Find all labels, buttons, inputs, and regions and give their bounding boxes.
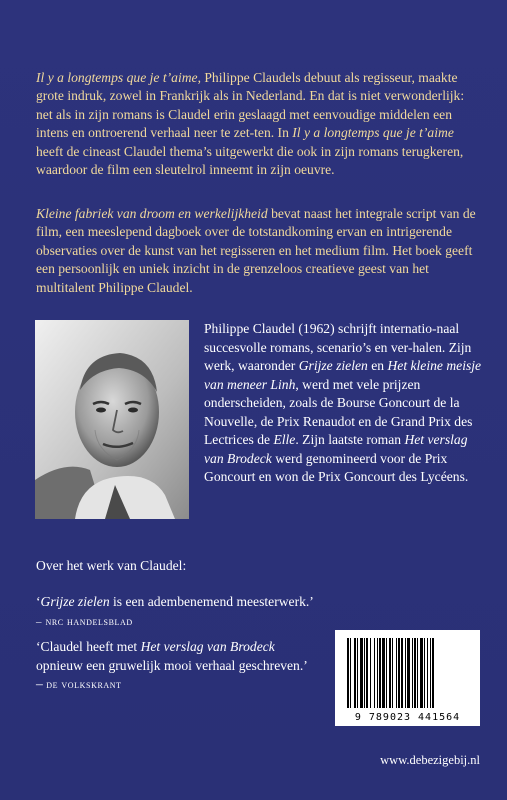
barcode-bar [396, 638, 397, 708]
author-biography: Philippe Claudel (1962) schrijft internatio-naal succesvolle romans, scenario’s en ver-halen. Zijn werk, waaronder Grijze zielen en Het kleine meisje van meneer Linh, werd met vele prijzen onderscheiden, zoals de Bourse Goncourt de la Nouvelle, de Prix Renaudot en de Grand Prix des Lectrices de Elle. Zijn laatste roman Het verslag van Brodeck werd genomineerd voor de Prix Goncourt en won de Prix Goncourt des Lycéens. [204, 321, 482, 484]
isbn-barcode [335, 630, 480, 726]
barcode-bar [398, 638, 400, 708]
barcode-bar [357, 638, 358, 708]
reviews-heading: Over het werk van Claudel: [36, 558, 187, 573]
barcode-bar [360, 638, 363, 708]
barcode-bar [350, 638, 351, 708]
barcode-bar [432, 638, 434, 708]
barcode-bar [377, 638, 378, 708]
review-quote-volkskrant: ‘Claudel heeft met Het verslag van Brodeck opnieuw een gruwelijk mooi verhaal geschreven.’ – de volkskrant [36, 639, 307, 691]
barcode-bar [370, 638, 371, 708]
barcode-bar [427, 638, 428, 708]
barcode-bar [364, 638, 365, 708]
book-title-italic: Grijze zielen [40, 594, 110, 609]
barcode-bar [412, 638, 413, 708]
barcode-bar [417, 638, 418, 708]
book-title-italic: Kleine fabriek van droom en werkelijkheid [36, 206, 268, 221]
author-photo [35, 320, 189, 519]
barcode-bar [354, 638, 356, 708]
barcode-bar [420, 638, 423, 708]
review-source: de volkskrant [46, 679, 122, 691]
publisher-website: www.debezigebij.nl [380, 753, 480, 767]
barcode-bar [401, 638, 403, 708]
isbn-number: 9 789023 441564 [354, 712, 461, 723]
barcode-bar [414, 638, 416, 708]
film-title-italic: Il y a longtemps que je t’aime [36, 70, 198, 85]
barcode-bars [345, 638, 470, 710]
barcode-bar [374, 638, 375, 708]
barcode-bar [386, 638, 387, 708]
barcode-bar [424, 638, 425, 708]
paragraph-text: bevat naast het integrale script van de film, een meeslepend dagboek over de totstandkoming ervan en intrigerende observaties over de kunst van het regisseren en het medium film. Het boek geeft een persoonlijk en uniek inzicht in de grenzeloos creatieve geest van het multitalent Philippe Claudel. [36, 206, 476, 295]
book-title-italic: Het verslag van Brodeck [204, 432, 468, 466]
review-source: – nrc handelsblad [36, 615, 133, 628]
film-title-italic: Il y a longtemps que je t’aime [292, 125, 454, 141]
author-portrait-image [35, 320, 189, 519]
book-title-italic: Het verslag van Brodeck [140, 639, 275, 654]
paragraph-film-intro [36, 69, 484, 179]
barcode-bar [382, 638, 385, 708]
barcode-bar [389, 638, 391, 708]
paragraph-text: , Philippe Claudels debuut als regisseur, maakte grote indruk, zowel in Frankrijk als in Nederland. En dat is niet verwonderlijk: net als in zijn romans is Claudel erin geslaagd met eenvoudige middelen een intens en ontroerend verhaal neer te zet-ten. In [36, 70, 465, 141]
barcode-bar [392, 638, 393, 708]
barcode-bar [430, 638, 431, 708]
barcode-bar [405, 638, 406, 708]
book-title-italic: Grijze zielen [298, 358, 368, 373]
review-quote-nrc: ‘Grijze zielen is een adembenemend meesterwerk.’ – nrc handelsblad [36, 594, 314, 628]
barcode-bar [347, 638, 349, 708]
barcode-bar [407, 638, 410, 708]
paragraph-book-description [36, 205, 484, 297]
barcode-bar [379, 638, 381, 708]
book-title-italic: Het kleine meisje van meneer Linh [204, 358, 482, 392]
magazine-title-italic: Elle [273, 432, 296, 447]
barcode-bar [366, 638, 368, 708]
paragraph-text: heeft de cineast Claudel thema’s uitgewerkt die ook in zijn romans terugkeren, waardoor de film een sleutelrol inneemt in zijn oeuvre. [36, 143, 464, 178]
